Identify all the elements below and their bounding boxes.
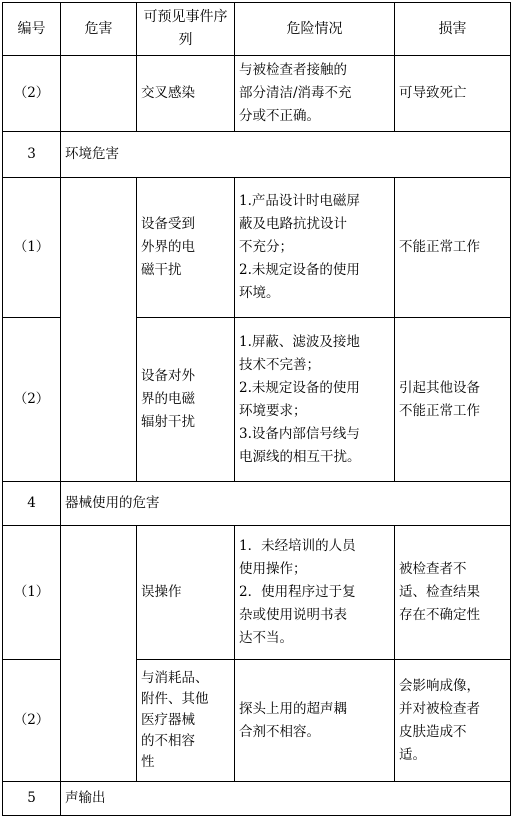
situation-line: 2．使用程序过于复 (239, 584, 356, 600)
harm-line: 不能正常工作 (399, 402, 480, 419)
row-number: （2） (3, 318, 61, 482)
sequence-line: 外界的电 (141, 239, 195, 255)
section-row (3, 132, 511, 178)
table-header-row (3, 3, 511, 56)
row-number: （2） (3, 56, 61, 132)
situation-line: 合剂不相容。 (239, 723, 320, 740)
situation-cell (235, 178, 395, 318)
section-number: 3 (3, 132, 61, 178)
section-row (3, 782, 511, 816)
header-hazardous-situation: 危险情况 (235, 3, 395, 56)
situation-line: 1．未经培训的人员 (239, 538, 356, 554)
harm-line: 适。 (399, 746, 426, 763)
situation-line: 蔽及电路抗扰设计 (239, 216, 347, 232)
situation-line: 分或不正确。 (239, 108, 320, 124)
situation-line: 与被检查者接触的 (239, 62, 347, 78)
situation-line: 技术不完善； (239, 356, 320, 373)
harm-cell: 可导致死亡 (395, 56, 511, 132)
sequence-line: 界的电磁 (141, 391, 195, 407)
sequence-line: 设备对外 (141, 368, 195, 384)
situation-cell (235, 526, 395, 660)
situation-line: 环境。 (239, 285, 280, 301)
situation-line: 3.设备内部信号线与 (239, 425, 360, 442)
situation-line: 1.产品设计时电磁屏 (239, 193, 360, 209)
header-hazard: 危害 (61, 3, 137, 56)
situation-line: 部分清洁/消毒不充 (239, 85, 352, 101)
harm-line: 会影响成像， (399, 677, 480, 694)
harm-cell (395, 526, 511, 660)
situation-line: 1.屏蔽、滤波及接地 (239, 333, 360, 350)
row-number: （1） (3, 178, 61, 318)
harm-line: 存在不确定性 (399, 607, 480, 623)
table-row (3, 526, 511, 660)
event-sequence-cell (137, 660, 235, 782)
situation-line: 环境要求； (239, 402, 307, 419)
situation-line: 达不当。 (239, 630, 293, 646)
event-sequence-cell (137, 318, 235, 482)
sequence-line: 附件、其他 (141, 691, 209, 707)
situation-line: 不充分； (239, 239, 293, 255)
harm-line: 适、检查结果 (399, 584, 480, 600)
event-sequence-cell: 交叉感染 (137, 56, 235, 132)
row-number: （1） (3, 526, 61, 660)
section-number: 5 (3, 782, 61, 816)
sequence-line: 磁干扰 (141, 262, 182, 278)
harm-cell (395, 660, 511, 782)
header-harm: 损害 (395, 3, 511, 56)
harm-line: 并对被检查者 (399, 700, 480, 717)
header-event-sequence: 可预见事件序列 (137, 3, 235, 56)
hazard-cell (61, 526, 137, 782)
row-number: （2） (3, 660, 61, 782)
sequence-line: 与消耗品、 (141, 670, 209, 686)
situation-cell (235, 660, 395, 782)
situation-line: 2.未规定设备的使用 (239, 379, 360, 396)
sequence-line: 辐射干扰 (141, 414, 195, 430)
hazard-analysis-table (2, 2, 511, 816)
event-sequence-cell: 误操作 (137, 526, 235, 660)
situation-cell (235, 56, 395, 132)
hazard-cell (61, 178, 137, 482)
harm-cell (395, 318, 511, 482)
situation-line: 2.未规定设备的使用 (239, 262, 360, 278)
situation-line: 电源线的相互干扰。 (239, 448, 361, 465)
header-number: 编号 (3, 3, 61, 56)
harm-line: 被检查者不 (399, 561, 467, 577)
harm-line: 皮肤造成不 (399, 723, 467, 740)
situation-line: 探头上用的超声耦 (239, 700, 347, 717)
event-sequence-cell (137, 178, 235, 318)
section-title: 环境危害 (61, 132, 511, 178)
harm-cell: 不能正常工作 (395, 178, 511, 318)
section-number: 4 (3, 482, 61, 526)
situation-line: 使用操作； (239, 561, 307, 577)
sequence-line: 医疗器械 (141, 712, 195, 728)
situation-cell (235, 318, 395, 482)
hazard-cell (61, 56, 137, 132)
sequence-line: 设备受到 (141, 216, 195, 232)
table-row (3, 178, 511, 318)
sequence-line: 性 (141, 754, 155, 770)
section-row (3, 482, 511, 526)
section-title: 器械使用的危害 (61, 482, 511, 526)
section-title: 声输出 (61, 782, 511, 816)
table-row (3, 56, 511, 132)
situation-line: 杂或使用说明书表 (239, 607, 347, 623)
harm-line: 引起其他设备 (399, 379, 480, 396)
sequence-line: 的不相容 (141, 733, 195, 749)
